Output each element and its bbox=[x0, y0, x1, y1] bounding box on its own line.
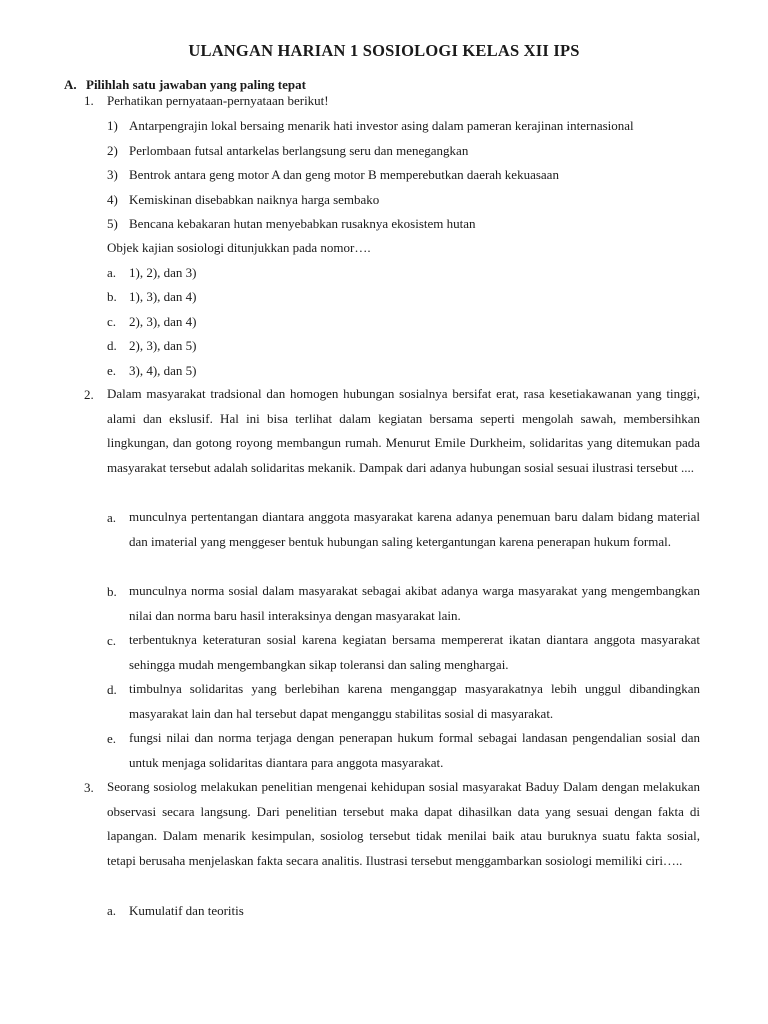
question-stem: Dalam masyarakat tradsional dan homogen hubungan sosialnya bersifat erat, rasa kesetiakawanan yang tinggi, alami dan ekslusif. Hal ini bisa terlihat dalam kegiatan bersama seperti mengolah sawah, membersihkan lingkungan, dan gotong royong membangun rumah. Menurut Emile Durkheim, solidaritas yang ditemukan pada masyarakat tersebut adalah solidaritas mekanik. Dampak dari adanya hubungan sosial sesuai ilustrasi tersebut .... bbox=[107, 386, 700, 475]
statement-item bbox=[107, 118, 634, 134]
statement-item bbox=[107, 143, 469, 159]
statement-text: Bencana kebakaran hutan menyebabkan rusaknya ekosistem hutan bbox=[129, 216, 476, 231]
statement-item bbox=[107, 216, 476, 232]
option-item[interactable] bbox=[107, 314, 197, 330]
option-item[interactable] bbox=[107, 338, 197, 354]
option-text: Kumulatif dan teoritis bbox=[129, 903, 244, 918]
option-text[interactable]: terbentuknya keteraturan sosial karena kegiatan bersama mempererat ikatan diantara anggota masyarakat sehingga mudah mengembangkan sikap toleransi dan saling menghargai. bbox=[129, 632, 700, 672]
option-letter: b. bbox=[107, 584, 117, 599]
section-label: A. bbox=[64, 77, 77, 92]
statement-number: 4) bbox=[107, 192, 118, 207]
option-letter: b. bbox=[107, 289, 117, 304]
statement-text: Antarpengrajin lokal bersaing menarik hati investor asing dalam pameran kerajinan internasional bbox=[129, 118, 634, 133]
statement-text: Perlombaan futsal antarkelas berlangsung seru dan menegangkan bbox=[129, 143, 469, 158]
option-text[interactable]: fungsi nilai dan norma terjaga dengan penerapan hukum formal sebagai landasan pengendalian sosial dan untuk menjaga solidaritas diantara para anggota masyarakat. bbox=[129, 730, 700, 770]
option-letter: a. bbox=[107, 265, 117, 280]
statement-item bbox=[107, 167, 559, 183]
option-text[interactable]: timbulnya solidaritas yang berlebihan karena menganggap masyarakatnya lebih unggul dibandingkan masyarakat lain dan hal tersebut dapat menganggu stabilitas sosial di masyarakat. bbox=[129, 681, 700, 721]
option-text: 1), 3), dan 4) bbox=[129, 289, 197, 304]
option-item[interactable] bbox=[107, 903, 244, 919]
option-text: 3), 4), dan 5) bbox=[129, 363, 197, 378]
section-heading bbox=[64, 77, 306, 93]
question-stem: Perhatikan pernyataan-pernyataan berikut! bbox=[107, 93, 329, 108]
option-item[interactable] bbox=[107, 363, 197, 379]
statement-text: Kemiskinan disebabkan naiknya harga sembako bbox=[129, 192, 380, 207]
option-item[interactable] bbox=[107, 265, 197, 281]
statement-number: 2) bbox=[107, 143, 118, 158]
statement-number: 1) bbox=[107, 118, 118, 133]
option-text: 2), 3), dan 5) bbox=[129, 338, 197, 353]
option-text: 1), 2), dan 3) bbox=[129, 265, 197, 280]
question-1-line bbox=[84, 93, 329, 109]
option-letter: d. bbox=[107, 682, 117, 697]
option-text: 2), 3), dan 4) bbox=[129, 314, 197, 329]
option-letter: e. bbox=[107, 731, 117, 746]
option-text[interactable]: munculnya pertentangan diantara anggota masyarakat karena adanya penemuan baru dalam bidang material dan imaterial yang menggeser bentuk hubungan saling ketergantungan karena penerapan hukum formal. bbox=[129, 509, 700, 549]
statement-text: Bentrok antara geng motor A dan geng motor B memperebutkan daerah kekuasaan bbox=[129, 167, 559, 182]
option-letter: e. bbox=[107, 363, 117, 378]
question-number: 2. bbox=[84, 387, 94, 402]
section-text: Pilihlah satu jawaban yang paling tepat bbox=[86, 77, 306, 92]
option-letter: c. bbox=[107, 314, 117, 329]
question-number: 1. bbox=[84, 93, 94, 108]
statement-item bbox=[107, 192, 380, 208]
question-prompt: Objek kajian sosiologi ditunjukkan pada nomor…. bbox=[107, 240, 371, 255]
statement-number: 5) bbox=[107, 216, 118, 231]
option-text[interactable]: munculnya norma sosial dalam masyarakat sebagai akibat adanya warga masyarakat yang mengembangkan nilai dan norma baru hasil interaksinya dengan masyarakat lain. bbox=[129, 583, 700, 623]
option-item[interactable] bbox=[107, 289, 197, 305]
question-stem: Seorang sosiolog melakukan penelitian mengenai kehidupan sosial masyarakat Baduy Dalam dengan melakukan observasi secara langsung. Dari penelitian tersebut maka dapat dihasilkan data yang sesuai dengan fakta di lapangan. Dalam menarik kesimpulan, sosiolog tersebut tidak menilai baik atau buruknya suatu fakta sosial, tetapi berusaha menjelaskan fakta secara analitis. Ilustrasi tersebut menggambarkan sosiologi memiliki ciri….. bbox=[107, 779, 700, 868]
option-letter: c. bbox=[107, 633, 117, 648]
page-title: ULANGAN HARIAN 1 SOSIOLOGI KELAS XII IPS bbox=[188, 41, 580, 60]
option-letter: d. bbox=[107, 338, 117, 353]
question-number: 3. bbox=[84, 780, 94, 795]
option-letter: a. bbox=[107, 903, 117, 918]
option-letter: a. bbox=[107, 510, 117, 525]
statement-number: 3) bbox=[107, 167, 118, 182]
